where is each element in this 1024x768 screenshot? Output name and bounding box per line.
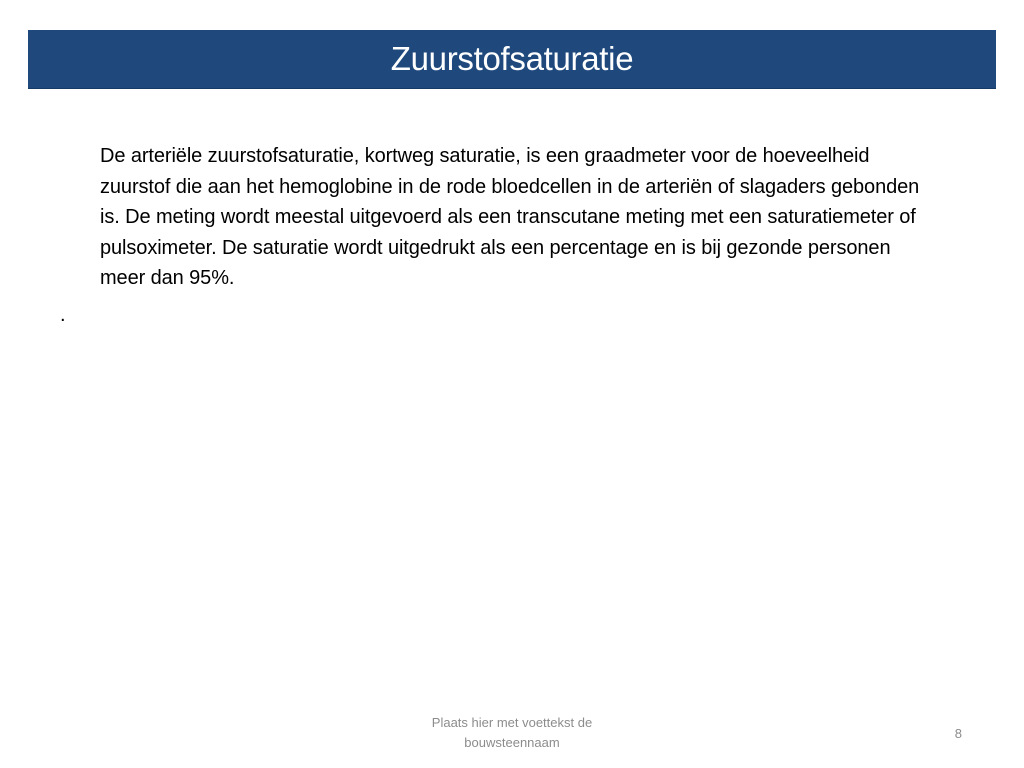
body-paragraph: De arteriële zuurstofsaturatie, kortweg saturatie, is een graadmeter voor de hoeveelheid zuurstof die aan het hemoglobine in de rode bloedcellen in de arteriën of slagaders gebonden is. De meting wordt meestal uitgevoerd als een transcutane meting met een saturatiemeter of pulsoximeter. De saturatie wordt uitgedrukt als een percentage en is bij gezonde personen meer dan 95%. — [100, 145, 920, 289]
slide-number: 8 — [954, 726, 962, 741]
stray-dot: . — [60, 304, 66, 326]
title-bar — [28, 30, 996, 89]
footer-text: Plaats hier met voettekst de bouwsteennaam — [431, 715, 593, 750]
slide-title: Zuurstofsaturatie — [390, 39, 634, 77]
